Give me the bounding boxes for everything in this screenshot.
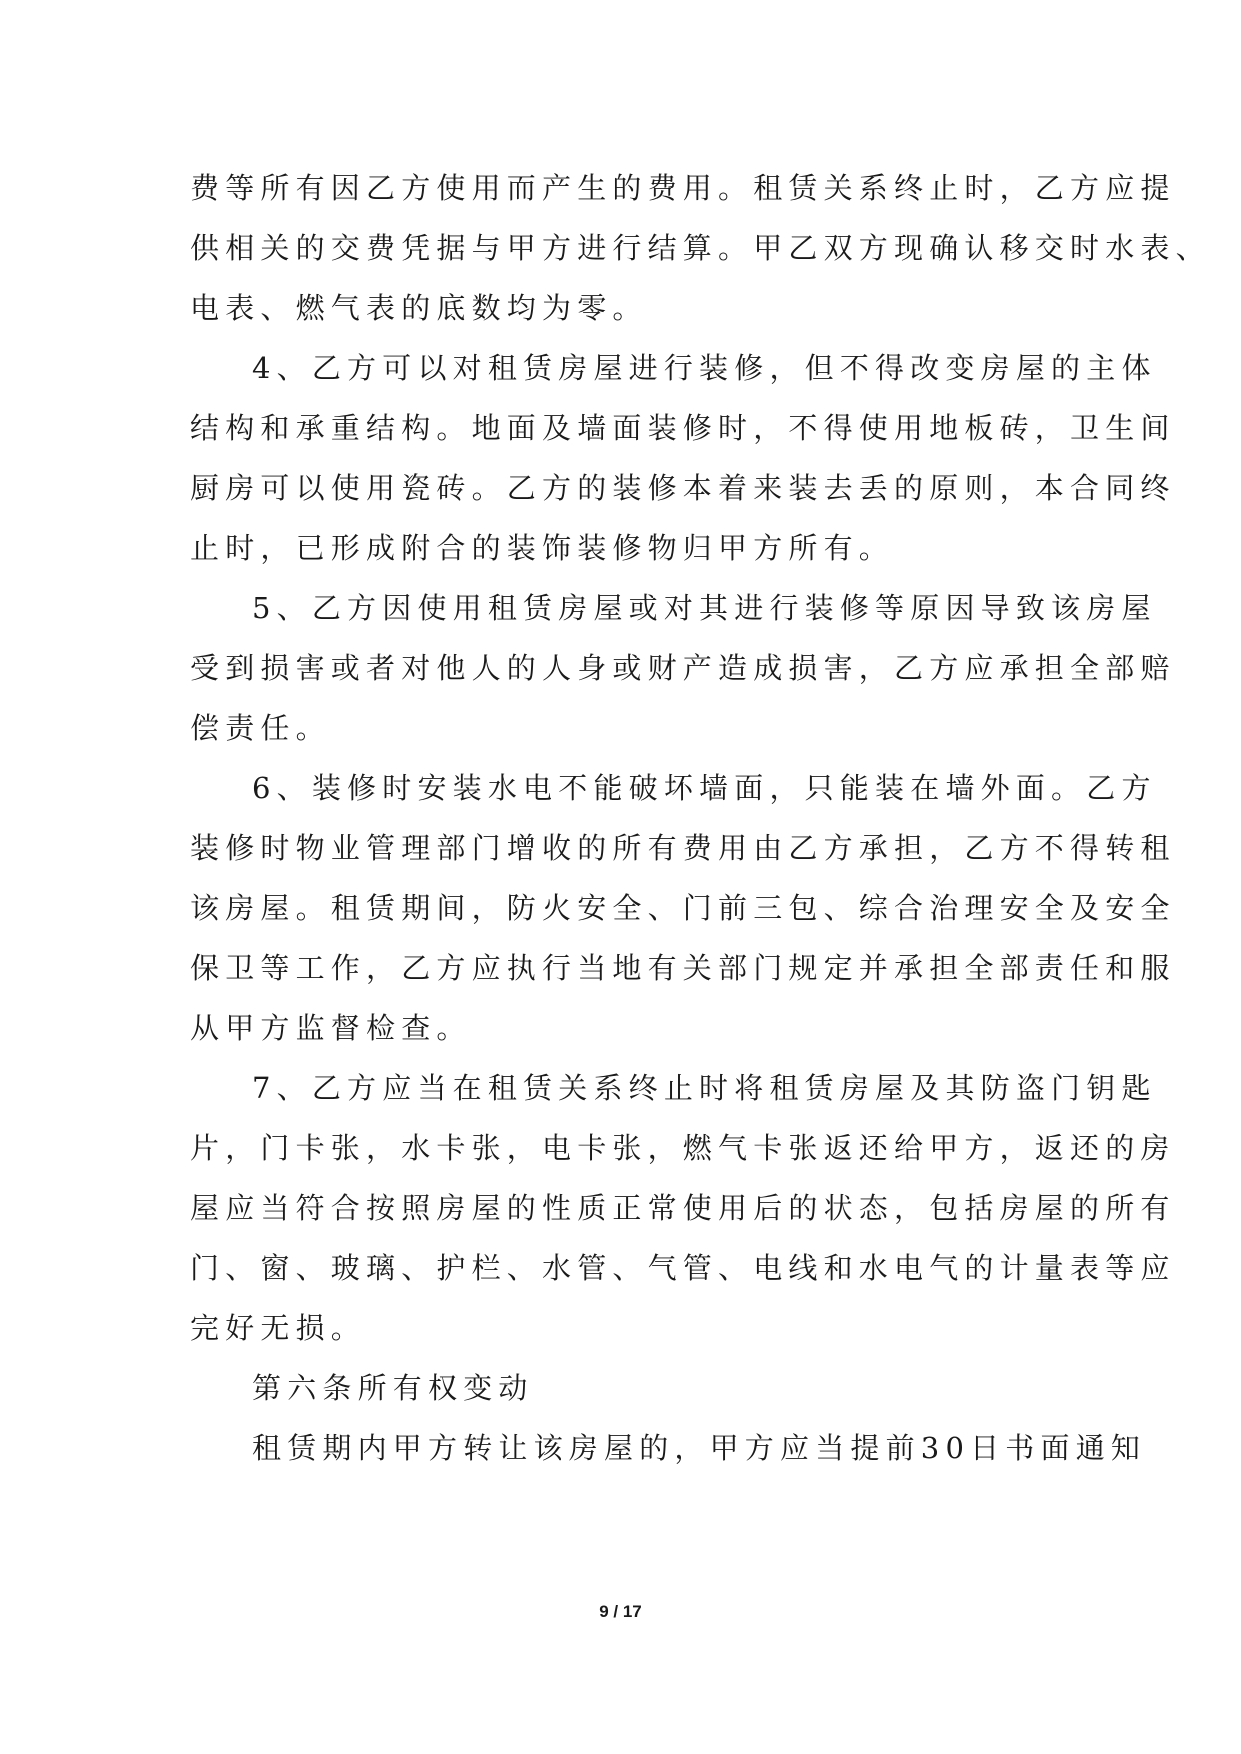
- text-line: 保卫等工作，乙方应执行当地有关部门规定并承担全部责任和服: [190, 951, 1176, 985]
- text-line: 装修时物业管理部门增收的所有费用由乙方承担，乙方不得转租: [190, 831, 1176, 865]
- text-line: 6、装修时安装水电不能破坏墙面，只能装在墙外面。乙方: [252, 771, 1157, 805]
- text-line: 电表、燃气表的底数均为零。: [190, 291, 648, 325]
- text-line: 止时，已形成附合的装饰装修物归甲方所有。: [190, 531, 895, 565]
- text-line: 完好无损。: [190, 1311, 367, 1345]
- text-line: 从甲方监督检查。: [190, 1011, 472, 1045]
- text-line: 供相关的交费凭据与甲方进行结算。甲乙双方现确认移交时水表、: [190, 231, 1211, 265]
- text-line: 厨房可以使用瓷砖。乙方的装修本着来装去丢的原则，本合同终: [190, 471, 1176, 505]
- text-line: 片，门卡张，水卡张，电卡张，燃气卡张返还给甲方，返还的房: [190, 1131, 1176, 1165]
- text-line: 偿责任。: [190, 711, 331, 745]
- text-line: 费等所有因乙方使用而产生的费用。租赁关系终止时，乙方应提: [190, 171, 1176, 205]
- text-line: 门、窗、玻璃、护栏、水管、气管、电线和水电气的计量表等应: [190, 1251, 1176, 1285]
- text-line: 屋应当符合按照房屋的性质正常使用后的状态，包括房屋的所有: [190, 1191, 1176, 1225]
- text-line: 7、乙方应当在租赁关系终止时将租赁房屋及其防盗门钥匙: [252, 1071, 1157, 1105]
- document-body: [190, 158, 1211, 1478]
- page-number: 9 / 17: [599, 1602, 642, 1621]
- text-line: 租赁期内甲方转让该房屋的，甲方应当提前30日书面通知: [252, 1431, 1147, 1465]
- text-line: 5、乙方因使用租赁房屋或对其进行装修等原因导致该房屋: [252, 591, 1157, 625]
- text-line: 第六条所有权变动: [252, 1371, 534, 1405]
- text-line: 受到损害或者对他人的人身或财产造成损害，乙方应承担全部赔: [190, 651, 1176, 685]
- text-line: 结构和承重结构。地面及墙面装修时，不得使用地板砖，卫生间: [190, 411, 1176, 445]
- text-line: 4、乙方可以对租赁房屋进行装修，但不得改变房屋的主体: [252, 351, 1157, 385]
- text-line: 该房屋。租赁期间，防火安全、门前三包、综合治理安全及安全: [190, 891, 1176, 925]
